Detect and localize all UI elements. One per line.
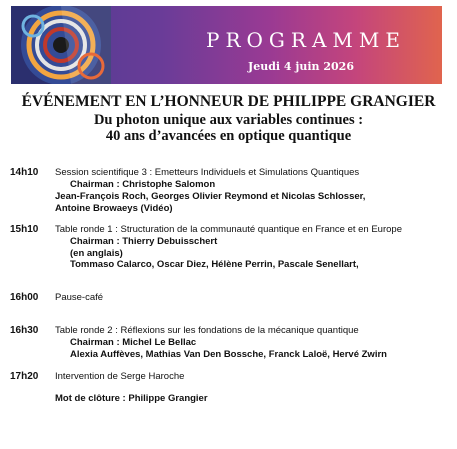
session-title: Table ronde 2 : Réflexions sur les fondations de la mécanique quantique	[55, 325, 359, 336]
session-speakers: Alexia Auffèves, Mathias Van Den Bossche, Franck Laloë, Hervé Zwirn	[70, 349, 387, 360]
session-chairman: Chairman : Thierry Debuisschert	[70, 236, 218, 247]
closing-remarks: Mot de clôture : Philippe Grangier	[55, 393, 208, 404]
session-note: (en anglais)	[70, 248, 123, 259]
event-date: Jeudi 4 juin 2026	[248, 60, 354, 73]
session-title: Pause-café	[55, 292, 104, 303]
programme-title: PROGRAMME	[206, 28, 406, 52]
session-time: 14h10	[10, 167, 39, 178]
optical-rings-logo	[11, 6, 111, 84]
event-subtitle-line2: 40 ans d’avancées en optique quantique	[105, 128, 352, 144]
session-speakers: Antoine Browaeys (Vidéo)	[55, 203, 173, 214]
event-subtitle-line1: Du photon unique aux variables continues :	[93, 112, 364, 128]
session-chairman: Chairman : Michel Le Bellac	[70, 337, 197, 348]
session-time: 17h20	[10, 371, 39, 382]
session-time: 16h30	[10, 325, 39, 336]
session-title: Intervention de Serge Haroche	[55, 371, 185, 382]
session-title: Table ronde 1 : Structuration de la communauté quantique en France et en Europe	[55, 224, 402, 235]
event-title: ÉVÉNEMENT EN L’HONNEUR DE PHILIPPE GRANGIER	[21, 93, 436, 110]
session-speakers: Tommaso Calarco, Oscar Diez, Hélène Perrin, Pascale Senellart,	[70, 259, 359, 270]
session-time: 16h00	[10, 292, 39, 303]
session-speakers: Jean-François Roch, Georges Olivier Reymond et Nicolas Schlosser,	[55, 191, 366, 202]
header-banner	[11, 6, 442, 84]
session-chairman: Chairman : Christophe Salomon	[70, 179, 216, 190]
session-time: 15h10	[10, 224, 39, 235]
session-title: Session scientifique 3 : Emetteurs Individuels et Simulations Quantiques	[55, 167, 360, 178]
